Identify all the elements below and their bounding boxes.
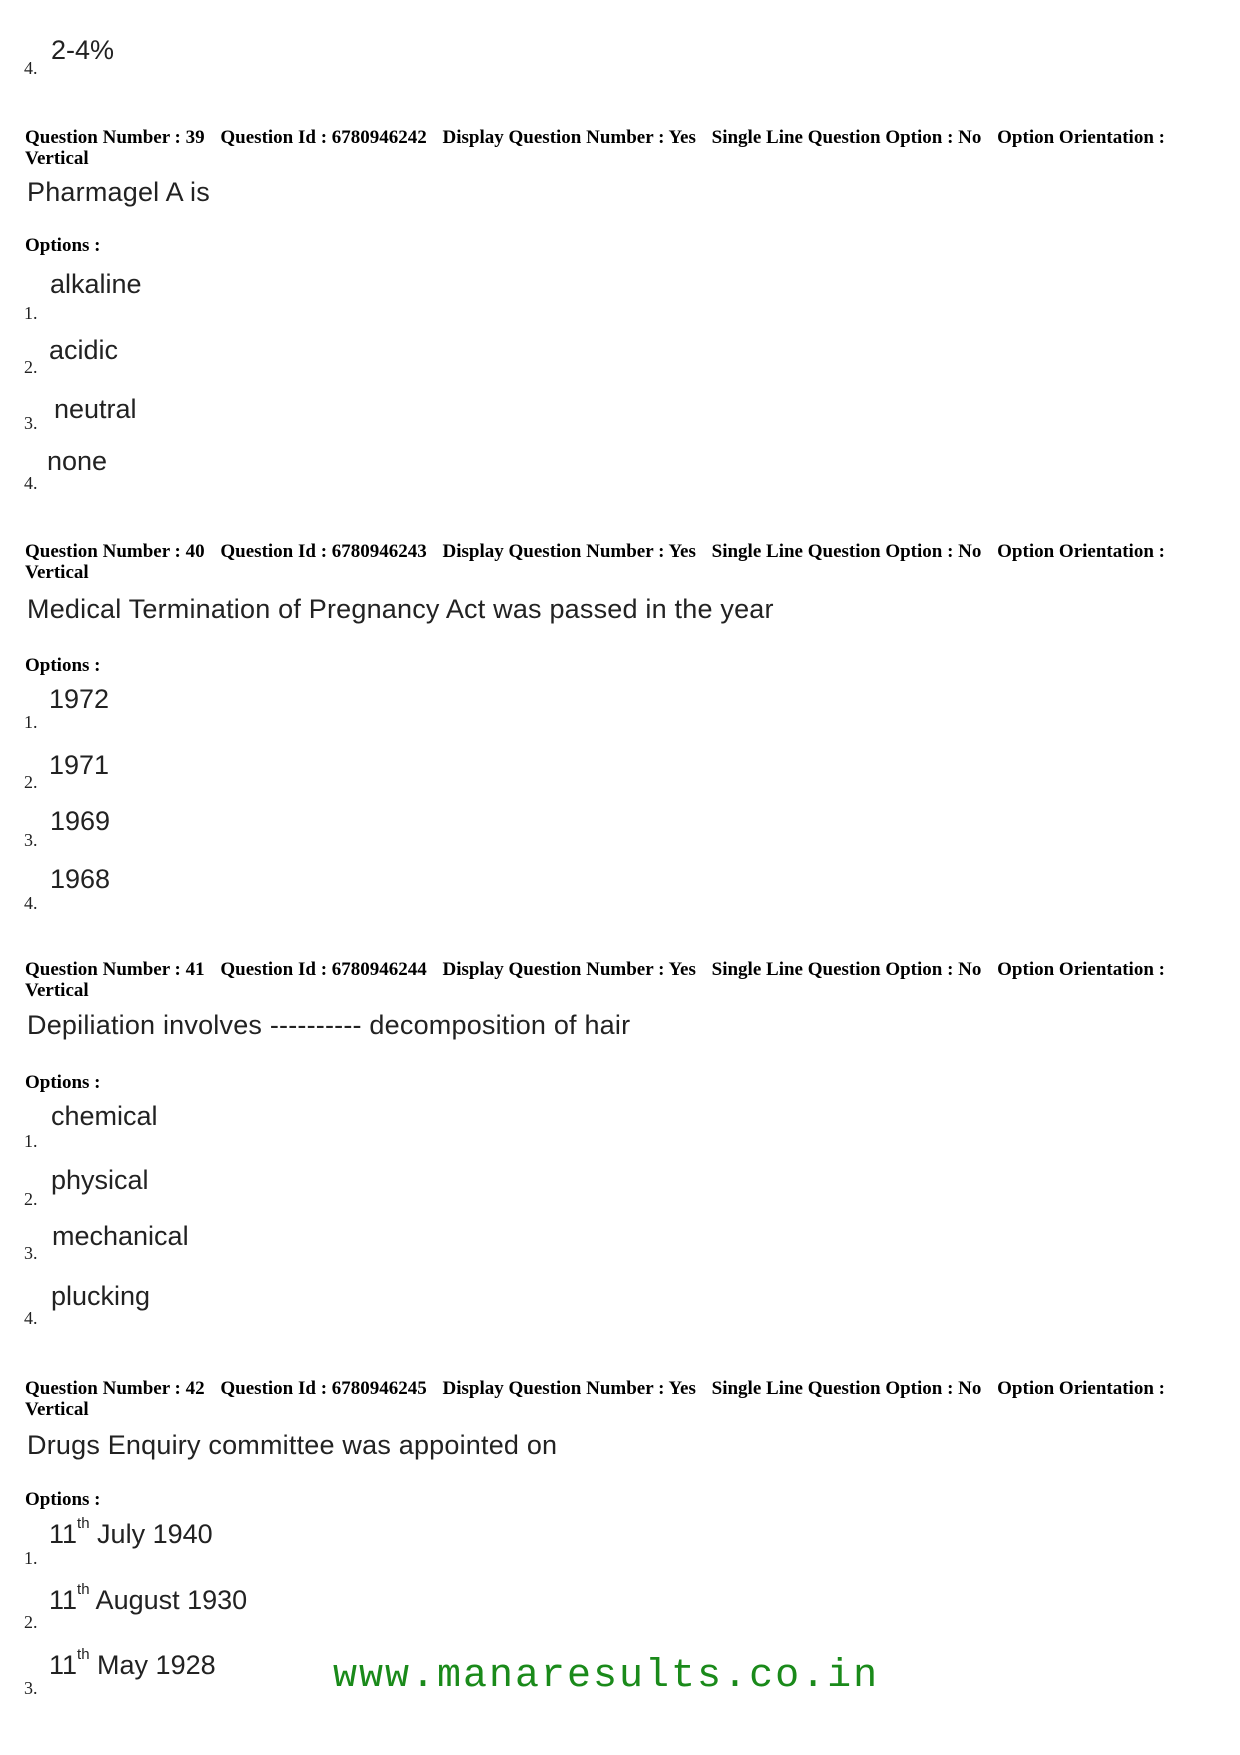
option-text: 2-4%	[51, 35, 115, 65]
option-text: acidic	[49, 335, 119, 365]
option-number: 2.	[24, 772, 38, 792]
option-number: 1.	[24, 1131, 38, 1151]
option-number: 4.	[24, 473, 38, 493]
options-label: Options :	[25, 235, 101, 256]
option-number: 1.	[24, 1548, 38, 1568]
watermark-url: www.manaresults.co.in	[333, 1654, 880, 1699]
question-text: Medical Termination of Pregnancy Act was passed in the year	[27, 594, 774, 624]
option-number: 3.	[24, 413, 38, 433]
option-text: 11th May 1928	[49, 1646, 216, 1680]
options-label: Options :	[25, 1072, 101, 1093]
option-text: 11th August 1930	[49, 1581, 248, 1615]
option-number: 3.	[24, 830, 38, 850]
option-number: 2.	[24, 1612, 38, 1632]
question-meta: Question Number : 39 Question Id : 6780946242 Display Question Number : Yes Single Line Question Option : No Option Orientation : Vertical	[25, 127, 1165, 169]
option-number: 4.	[24, 1308, 38, 1328]
option-text: physical	[51, 1165, 149, 1195]
option-text: 11th July 1940	[49, 1515, 213, 1549]
option-text: 1972	[49, 684, 110, 714]
option-text: plucking	[51, 1281, 151, 1311]
option-text: alkaline	[50, 269, 142, 299]
question-text: Depiliation involves ---------- decomposition of hair	[27, 1010, 631, 1040]
question-meta: Question Number : 42 Question Id : 6780946245 Display Question Number : Yes Single Line Question Option : No Option Orientation : Vertical	[25, 1378, 1165, 1420]
option-text: mechanical	[52, 1221, 189, 1251]
option-number: 4.	[24, 58, 38, 78]
option-number: 1.	[24, 712, 38, 732]
question-meta: Question Number : 41 Question Id : 6780946244 Display Question Number : Yes Single Line Question Option : No Option Orientation : Vertical	[25, 959, 1165, 1001]
option-text: 1971	[49, 750, 110, 780]
question-text: Pharmagel A is	[27, 177, 210, 207]
option-text: 1969	[50, 806, 111, 836]
option-text: chemical	[51, 1101, 158, 1131]
option-text: neutral	[54, 394, 137, 424]
option-number: 4.	[24, 893, 38, 913]
option-number: 3.	[24, 1678, 38, 1698]
question-meta: Question Number : 40 Question Id : 6780946243 Display Question Number : Yes Single Line Question Option : No Option Orientation : Vertical	[25, 541, 1165, 583]
option-number: 3.	[24, 1243, 38, 1263]
options-label: Options :	[25, 655, 101, 676]
option-number: 2.	[24, 357, 38, 377]
option-number: 2.	[24, 1189, 38, 1209]
option-text: 1968	[50, 864, 111, 894]
question-text: Drugs Enquiry committee was appointed on	[27, 1430, 558, 1460]
option-number: 1.	[24, 303, 38, 323]
option-text: none	[47, 446, 108, 476]
options-label: Options :	[25, 1489, 101, 1510]
